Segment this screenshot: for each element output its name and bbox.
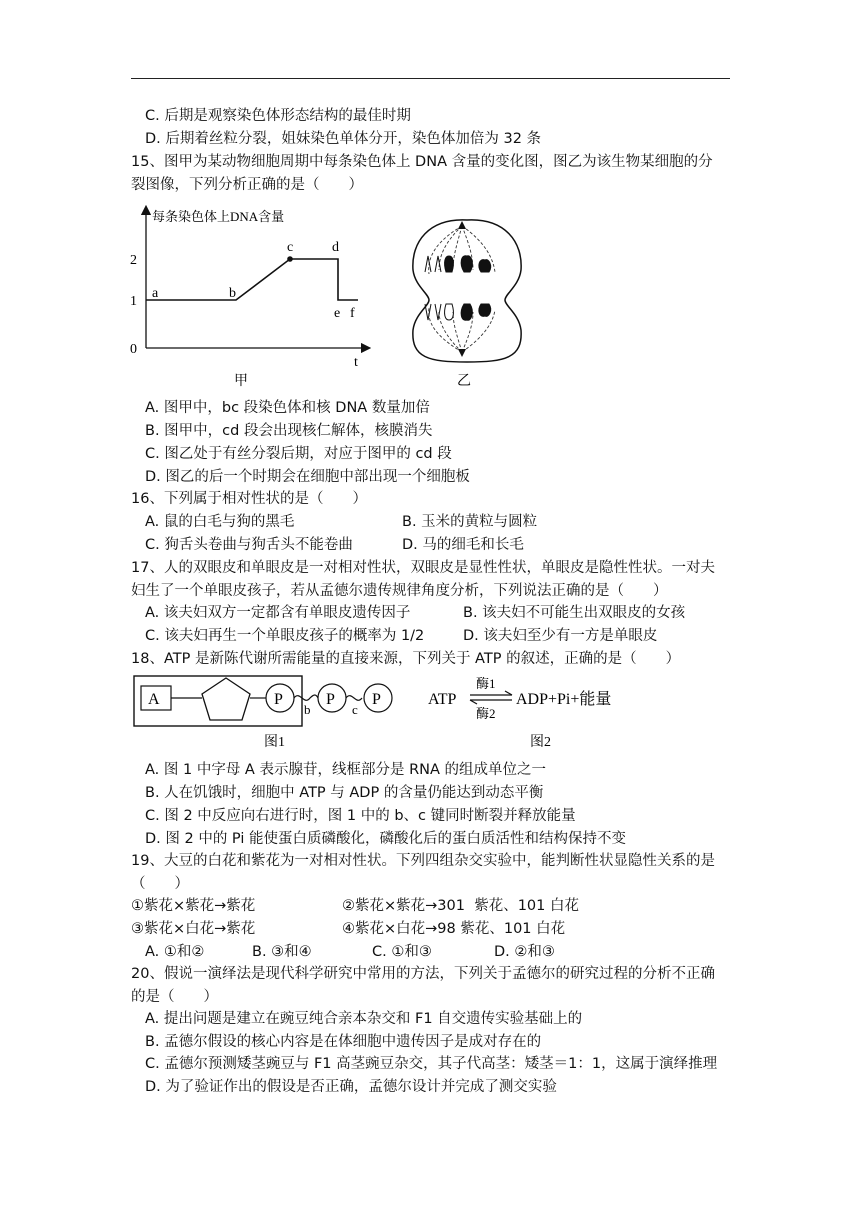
y-tick-0: 0: [130, 342, 137, 357]
q18-option-a: A. 图 1 中字母 A 表示腺苷，线框部分是 RNA 的组成单位之一: [145, 762, 547, 778]
bond-label-b: b: [304, 702, 311, 717]
q15-option-c: C. 图乙处于有丝分裂后期，对应于图甲的 cd 段: [145, 446, 452, 462]
q15-stem-line1: 15、图甲为某动物细胞周期中每条染色体上 DNA 含量的变化图，图乙为该生物某细胞的分: [131, 154, 713, 170]
y-tick-2: 2: [130, 253, 137, 268]
q20-option-a: A. 提出问题是建立在豌豆纯合亲本杂交和 F1 自交遗传实验基础上的: [145, 1011, 583, 1027]
spindle-pole-top: [458, 221, 466, 229]
x-axis-label: t: [354, 355, 358, 370]
lower-chromosomes: [425, 304, 491, 320]
q16-option-d: D. 马的细毛和长毛: [402, 537, 524, 553]
q16-option-b: B. 玉米的黄粒与圆粒: [402, 514, 538, 530]
point-label-d: d: [332, 240, 339, 255]
q20-stem-line1: 20、假说一演绎法是现代科学研究中常用的方法，下列关于孟德尔的研究过程的分析不正确: [131, 966, 715, 982]
reaction-right: ADP+Pi+能量: [516, 691, 612, 708]
point-label-c: c: [287, 240, 294, 255]
q16-stem: 16、下列属于相对性状的是（ ）: [131, 491, 367, 507]
phosphate-1-label: P: [274, 691, 283, 708]
q20-stem-line2: 的是（ ）: [131, 989, 218, 1005]
q17-option-a: A. 该夫妇双方一定都含有单眼皮遗传因子: [145, 605, 411, 621]
phosphate-3-label: P: [372, 691, 381, 708]
q19-option-b: B. ③和④: [252, 944, 312, 960]
q15-option-b: B. 图甲中，cd 段会出现核仁解体，核膜消失: [145, 423, 433, 439]
high-energy-bond-c: [346, 696, 362, 701]
ribose-pentagon: [202, 678, 250, 720]
q15-option-a: A. 图甲中，bc 段染色体和核 DNA 数量加倍: [145, 400, 430, 416]
point-label-e: e: [334, 306, 341, 321]
spindle-fibers: [429, 226, 495, 352]
figure-jia-dna-graph: [128, 205, 378, 390]
caption-yi: 乙: [457, 374, 471, 389]
q20-option-d: D. 为了验证作出的假设是否正确，孟德尔设计并完成了测交实验: [145, 1079, 557, 1095]
q18-option-c: C. 图 2 中反应向右进行时，图 1 中的 b、c 键同时断裂并释放能量: [145, 808, 576, 824]
q19-cross-4: ④紫花×白花→98 紫花、101 白花: [342, 921, 566, 937]
q20-option-c: C. 孟德尔预测矮茎豌豆与 F1 高茎豌豆杂交，其子代高茎：矮茎＝1：1，这属于演绎推理: [145, 1056, 718, 1072]
y-axis-label: 每条染色体上DNA含量: [152, 209, 285, 224]
bond-label-c: c: [352, 702, 358, 717]
q14-option-c: C. 后期是观察染色体形态结构的最佳时期: [145, 108, 411, 124]
figure-2-atp-reaction: [426, 674, 636, 754]
enzyme-2-label: 酶2: [476, 706, 496, 721]
q16-option-a: A. 鼠的白毛与狗的黑毛: [145, 514, 295, 530]
point-label-b: b: [229, 286, 236, 301]
q19-cross-2: ②紫花×紫花→301 紫花、101 白花: [342, 898, 579, 914]
phosphate-2-label: P: [326, 691, 335, 708]
q14-option-d: D. 后期着丝粒分裂，姐妹染色单体分开，染色体加倍为 32 条: [145, 131, 542, 147]
q15-stem-line2: 裂图像，下列分析正确的是（ ）: [131, 177, 363, 193]
q17-option-c: C. 该夫妇再生一个单眼皮孩子的概率为 1/2: [145, 628, 425, 644]
q19-cross-1: ①紫花×紫花→紫花: [131, 898, 256, 914]
q18-option-d: D. 图 2 中的 Pi 能使蛋白质磷酸化，磷酸化后的蛋白质活性和结构保持不变: [145, 831, 626, 847]
q19-stem-line1: 19、大豆的白花和紫花为一对相对性状。下列四组杂交实验中，能判断性状显隐性关系的是: [131, 853, 715, 869]
y-tick-1: 1: [130, 294, 137, 309]
q18-option-b: B. 人在饥饿时，细胞中 ATP 与 ADP 的含量仍能达到动态平衡: [145, 785, 544, 801]
q17-option-b: B. 该夫妇不可能生出双眼皮的女孩: [463, 605, 686, 621]
q20-option-b: B. 孟德尔假设的核心内容是在体细胞中遗传因子是成对存在的: [145, 1034, 542, 1050]
point-label-f: f: [350, 306, 355, 321]
q19-stem-line2: （ ）: [131, 876, 189, 892]
spindle-pole-bottom: [458, 349, 466, 357]
adenine-label: A: [148, 691, 160, 708]
q17-stem-line2: 妇生了一个单眼皮孩子，若从孟德尔遗传规律角度分析，下列说法正确的是（ ）: [131, 583, 668, 599]
q15-option-d: D. 图乙的后一个时期会在细胞中部出现一个细胞板: [145, 469, 470, 485]
q16-option-c: C. 狗舌头卷曲与狗舌头不能卷曲: [145, 537, 353, 553]
point-label-a: a: [152, 286, 159, 301]
high-energy-bond-b: [294, 695, 318, 700]
q18-stem: 18、ATP 是新陈代谢所需能量的直接来源，下列关于 ATP 的叙述，正确的是（ ）: [131, 651, 681, 667]
q19-option-c: C. ①和③: [372, 944, 432, 960]
upper-chromosomes: [425, 256, 491, 272]
point-c-dot: [287, 256, 293, 262]
figure-1-atp-structure: [132, 674, 402, 754]
figure-yi-cell-division: [405, 212, 530, 390]
header-rule: [131, 78, 730, 79]
q19-option-d: D. ②和③: [494, 944, 555, 960]
enzyme-1-label: 酶1: [476, 676, 496, 691]
caption-jia: 甲: [234, 374, 248, 389]
caption-fig1: 图1: [264, 735, 285, 750]
q17-option-d: D. 该夫妇至少有一方是单眼皮: [463, 628, 658, 644]
caption-fig2: 图2: [530, 735, 551, 750]
q19-cross-3: ③紫花×白花→紫花: [131, 921, 256, 937]
reaction-left: ATP: [428, 691, 457, 708]
q19-option-a: A. ①和②: [145, 944, 205, 960]
dna-curve: [146, 259, 358, 300]
q17-stem-line1: 17、人的双眼皮和单眼皮是一对相对性状，双眼皮是显性性状，单眼皮是隐性性状。一对夫: [131, 560, 715, 576]
